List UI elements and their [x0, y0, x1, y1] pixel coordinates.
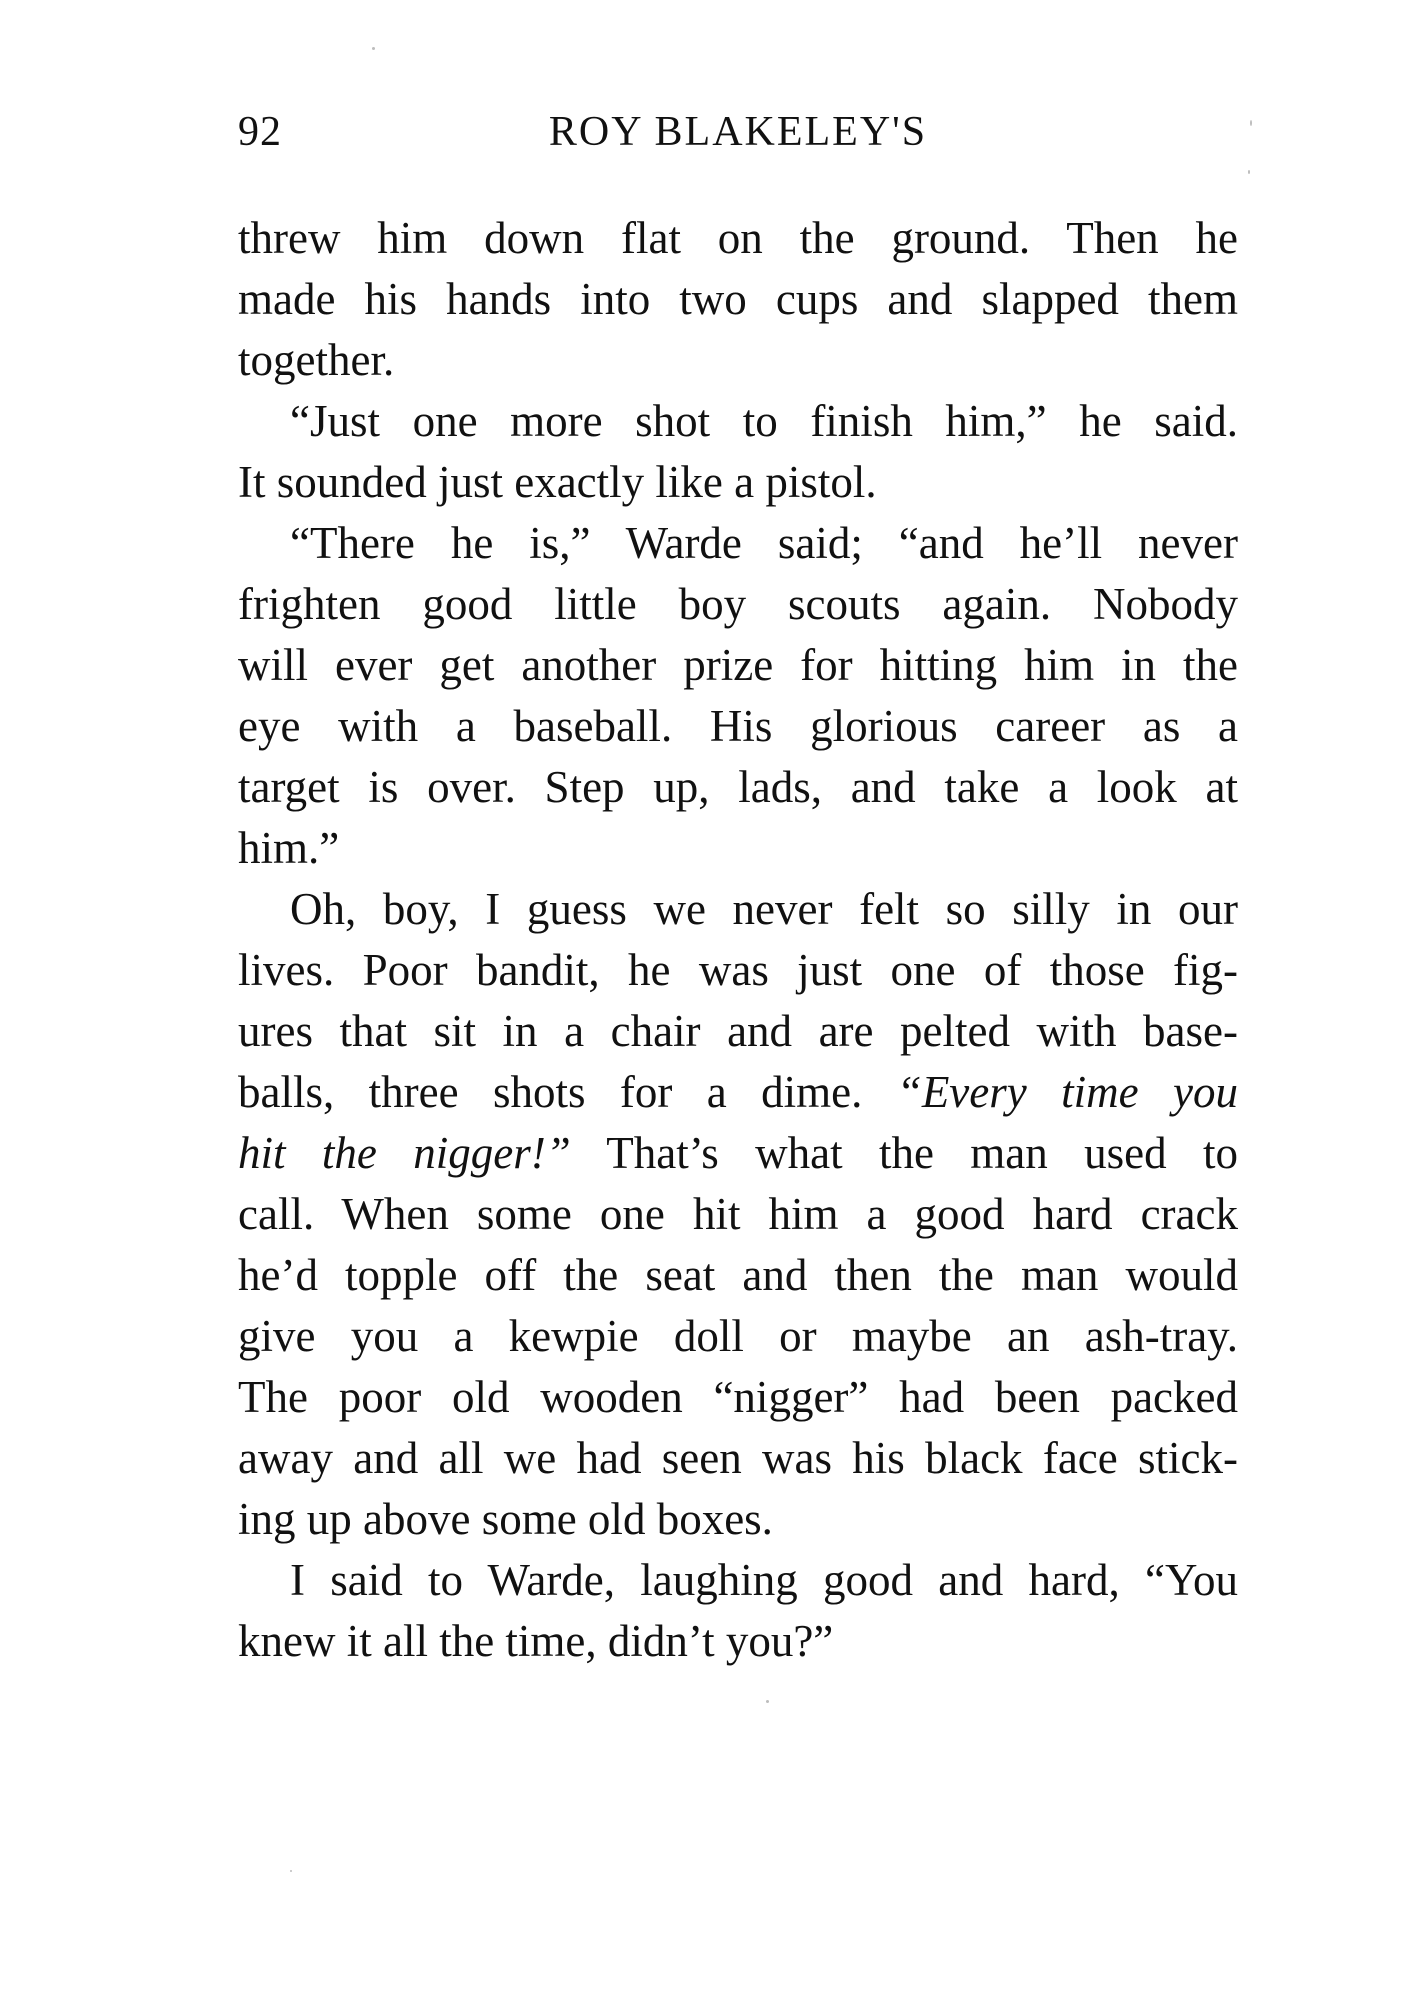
text-line: “There he is,” Warde said; “and he’ll never — [290, 518, 1238, 568]
text-line: target is over. Step up, lads, and take a look at — [238, 762, 1238, 812]
paper-speck — [290, 1870, 292, 1872]
text-line: lives. Poor bandit, he was just one of those fig- — [238, 945, 1238, 995]
text-line: eye with a baseball. His glorious career as a — [238, 701, 1238, 751]
text-line: together. — [238, 335, 395, 385]
text-line: call. When some one hit him a good hard crack — [238, 1189, 1238, 1239]
running-head — [238, 108, 1238, 168]
running-title: ROY BLAKELEY'S — [548, 109, 928, 155]
text-line: frighten good little boy scouts again. Nobody — [238, 579, 1238, 629]
paper-speck — [1248, 170, 1250, 174]
text-line: The poor old wooden “nigger” had been packed — [238, 1372, 1238, 1422]
italic-text: “Every time you — [896, 1067, 1238, 1117]
text-run: That’s what the man used to — [570, 1128, 1238, 1178]
text-line: I said to Warde, laughing good and hard, “You — [290, 1555, 1238, 1605]
italic-text: hit the nigger!” — [238, 1128, 571, 1178]
text-line: ing up above some old boxes. — [238, 1494, 773, 1544]
text-line: made his hands into two cups and slapped them — [238, 274, 1238, 324]
text-run: balls, three shots for a dime. — [238, 1067, 897, 1117]
page-number: 92 — [238, 109, 282, 155]
paper-speck — [1250, 120, 1252, 126]
text-line: Oh, boy, I guess we never felt so silly in our — [290, 884, 1238, 934]
text-line — [238, 1062, 1238, 1123]
text-line: It sounded just exactly like a pistol. — [238, 457, 877, 507]
text-line: threw him down flat on the ground. Then he — [238, 213, 1238, 263]
text-line: “Just one more shot to finish him,” he said. — [290, 396, 1238, 446]
text-line: ures that sit in a chair and are pelted with base- — [238, 1006, 1238, 1056]
text-line: give you a kewpie doll or maybe an ash-tray. — [238, 1311, 1238, 1361]
text-line: will ever get another prize for hitting him in the — [238, 640, 1238, 690]
text-line: he’d topple off the seat and then the man would — [238, 1250, 1238, 1300]
body-text — [238, 208, 1238, 1672]
text-line — [238, 1123, 1238, 1184]
text-line: away and all we had seen was his black face stick- — [238, 1433, 1238, 1483]
text-line: knew it all the time, didn’t you?” — [238, 1616, 834, 1666]
paper-speck — [766, 1700, 769, 1703]
paper-speck — [372, 47, 375, 50]
text-line: him.” — [238, 823, 340, 873]
